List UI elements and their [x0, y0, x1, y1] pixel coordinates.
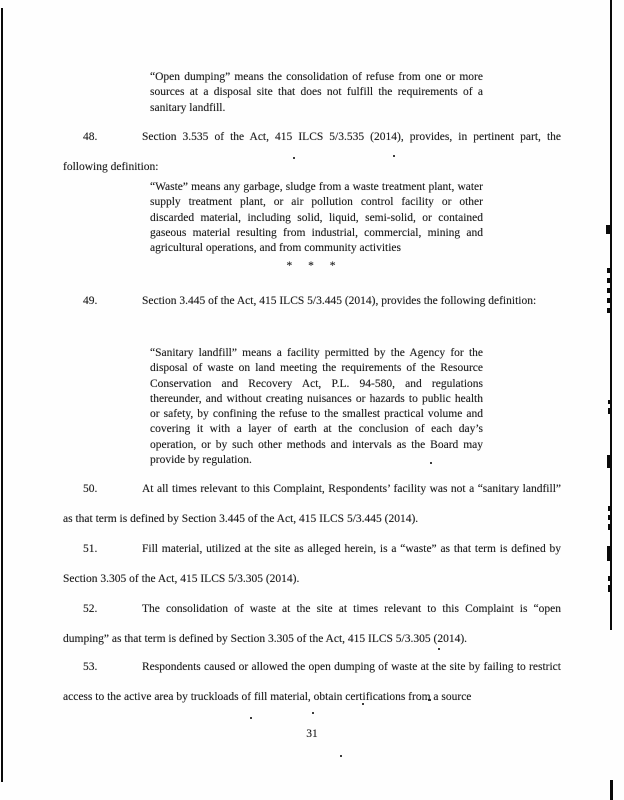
scan-artifact-dash [607, 288, 612, 293]
paragraph-53 [63, 652, 561, 712]
scan-artifact-dash [607, 308, 612, 313]
paragraph-number: 52. [83, 603, 98, 615]
scan-speck [250, 717, 252, 719]
paragraph-text: Fill material, utilized at the site as alleged herein, is a “waste” as that term is defined by Section 3.305 of the Act, 415 ILCS 5/3.305 (2014). [63, 543, 561, 585]
paragraph-49 [63, 286, 561, 316]
scan-artifact-dash [608, 506, 612, 511]
scan-artifact-dash [608, 515, 612, 520]
paragraph-48 [63, 122, 561, 182]
paragraph-text: The consolidation of waste at the site at times relevant to this Complaint is “open dumping” as that term is defined by Section 3.305 of the Act, 415 ILCS 5/3.305 (2014). [63, 603, 561, 645]
scan-artifact-dash [608, 408, 612, 414]
scan-artifact-dash [607, 298, 612, 303]
paragraph-text: Respondents caused or allowed the open dumping of waste at the site by failing to restrict access to the active area by truckloads of fill material, obtain certifications from a source [63, 661, 561, 703]
scan-speck [312, 712, 314, 714]
blockquote-waste-definition: “Waste” means any garbage, sludge from a waste treatment plant, water supply treatment plant, or air pollution control facility or other discarded material, including solid, liquid, semi-solid, or contained gaseous material resulting from industrial, commercial, mining and agricultural operations, and from community activities [150, 181, 483, 255]
paragraph-number: 50. [83, 483, 98, 495]
scan-artifact-right-edge-line [610, 0, 612, 630]
paragraph-52 [63, 594, 561, 654]
paragraph-50 [63, 474, 561, 534]
scan-artifact-dash [608, 524, 612, 530]
blockquote-sanitary-landfill-definition: “Sanitary landfill” means a facility permitted by the Agency for the disposal of waste on land meeting the requirements of the Resource Conservation and Recovery Act, P.L. 94-580, and regulations thereunder, and without creating nuisances or hazards to public health or safety, by confining the refuse to the smallest practical volume and covering it with a layer of earth at the conclusion of each day’s operation, or by such other methods and intervals as the Board may provide by regulation. [150, 347, 483, 467]
paragraph-number: 51. [83, 543, 98, 555]
blockquote-open-dumping-definition: “Open dumping” means the consolidation of refuse from one or more sources at a disposal site that does not fulfill the requirements of a sanitary landfill. [150, 71, 483, 114]
scan-artifact-blob [606, 225, 612, 234]
scan-artifact-dash [607, 268, 612, 273]
paragraph-number: 53. [83, 661, 98, 673]
asterisk-separator: * * * [286, 260, 338, 272]
paragraph-51 [63, 534, 561, 594]
scan-artifact-blob [607, 546, 612, 561]
paragraph-number: 48. [83, 131, 98, 143]
scan-artifact-dash [608, 576, 612, 581]
scan-artifact-dash [608, 585, 612, 592]
scan-artifact-dash [608, 400, 612, 404]
scan-artifact-right-bottom-line [610, 780, 613, 800]
paragraph-number: 49. [83, 295, 98, 307]
scan-artifact-left-edge-line [1, 8, 3, 782]
paragraph-text: Section 3.445 of the Act, 415 ILCS 5/3.445 (2014), provides the following definition: [142, 295, 537, 307]
scan-artifact-blob [607, 455, 612, 468]
scan-speck [340, 755, 342, 757]
page-number: 31 [306, 728, 318, 740]
paragraph-text: At all times relevant to this Complaint, Respondents’ facility was not a “sanitary landfill” as that term is defined by Section 3.445 of the Act, 415 ILCS 5/3.445 (2014). [63, 483, 561, 525]
paragraph-text: Section 3.535 of the Act, 415 ILCS 5/3.535 (2014), provides, in pertinent part, the following definition: [63, 131, 561, 173]
scan-artifact-dash [607, 278, 612, 283]
